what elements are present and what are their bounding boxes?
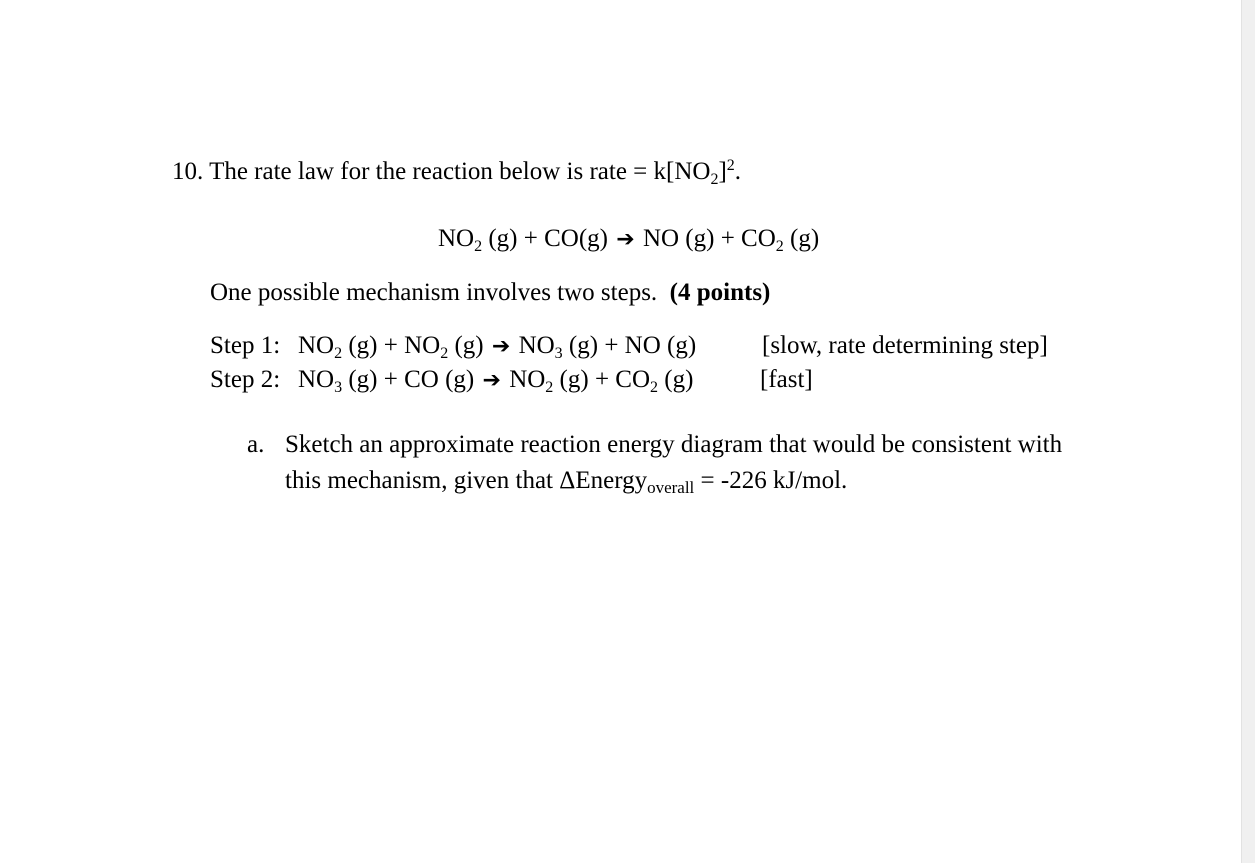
points-label: (4 points) — [669, 279, 771, 306]
question-text: The rate law for the reaction below is rate = $k[NO_2]^2$. — [209, 157, 742, 188]
scrollbar-track[interactable] — [1241, 0, 1255, 863]
reaction-arrow-icon: ➔ — [616, 227, 635, 252]
step-2-label: Step 2: — [210, 366, 281, 393]
step-1-arrow-icon: ➔ — [491, 334, 511, 359]
overall-reaction: $NO_2$ (g) + CO(g) ➔ NO $(g) + CO_2$ (g) — [438, 225, 820, 255]
part-a-line-1: Sketch an approximate reaction energy diagram that would be consistent with — [285, 431, 1063, 458]
overall-subscript: overall — [647, 478, 695, 497]
part-a-label: a. — [247, 431, 265, 458]
part-a-line-2: this mechanism, given that ΔEnergy$_{overall}$ = -226 kJ/mol. — [285, 467, 848, 497]
step-1-label: Step 1: — [210, 332, 281, 359]
step-1-equation: $NO_2$ $(g) + NO_2$ (g) ➔ $NO_3$ (g) + NO (g) — [298, 332, 697, 362]
question-stem — [172, 157, 741, 187]
question-number: 10. — [172, 158, 204, 185]
step-2-arrow-icon: ➔ — [482, 368, 501, 393]
step-1-note: [slow, rate determining step] — [762, 332, 1048, 359]
mechanism-statement — [210, 278, 770, 308]
mechanism-text: One possible mechanism involves two steps. — [210, 279, 658, 306]
step-2-equation: $NO_3$ (g) + CO (g) ➔ $NO_2$ $(g) + CO_2$ (g) — [298, 366, 694, 396]
step-2-note: [fast] — [760, 366, 813, 393]
